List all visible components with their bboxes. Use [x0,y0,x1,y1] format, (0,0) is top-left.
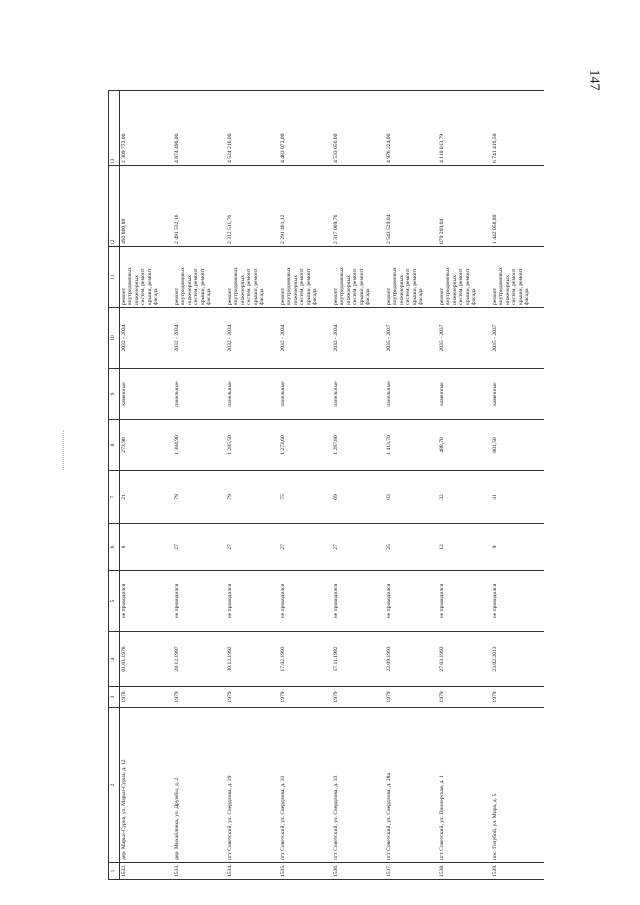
row-number: 1534. [226,863,279,880]
date-cell: 27.03.1993 [438,632,491,687]
area-cell: 488,70 [438,420,491,471]
date-cell: 22.09.1993 [385,632,438,687]
address-cell: пгт Советский, ул. Свердлова, д. 29 [226,708,279,863]
cost-cell: 1 442 058,80 [491,166,544,247]
table-row [491,91,544,880]
row-number: 1537. [385,863,438,880]
period-cell: 2032 - 2034 [226,308,279,369]
status-cell: не проводился [279,571,332,632]
works-cell: ремонт внутридомовых инженерных систем, ремонт крыши, ремонт фасада [226,247,279,308]
cost-cell: 879 269,04 [438,166,491,247]
col7-cell: 69 [332,471,385,524]
total-cell: 4 483 072,00 [279,91,332,166]
cost-cell: 492 800,88 [120,166,174,247]
col6-cell: 27 [226,524,279,571]
col7-cell: 31 [491,471,544,524]
col7-cell: 32 [438,471,491,524]
col6-cell: 9 [491,524,544,571]
period-cell: 2032 - 2034 [120,308,174,369]
scan-mark [63,430,65,470]
material-cell: каменные [120,369,174,420]
col6-cell: 27 [173,524,226,571]
address-cell: пгт Советский, ул. Пионерская, д. 1 [438,708,491,863]
area-cell: 801,50 [491,420,544,471]
address-cell: пгт Советский, ул. Свердлова, д. 28а [385,708,438,863]
col7-cell: 79 [173,471,226,524]
col-header: 12 [109,166,120,247]
material-cell: панельные [279,369,332,420]
date-cell: 30.12.1992 [226,632,279,687]
row-number: 1536. [332,863,385,880]
col-header: 4 [109,632,120,687]
date-cell: 17.02.1993 [279,632,332,687]
table-row [332,91,385,880]
status-cell: не проводился [120,571,174,632]
works-cell: ремонт внутридомовых инженерных систем, ремонт крыши, ремонт фасада [173,247,226,308]
address-cell: дер. Марьи-Сурна, ул. Марьи-Сурна, д. 12 [120,708,174,863]
col7-cell: 21 [120,471,174,524]
total-cell: 6 741 416,50 [491,91,544,166]
col-header: 13 [109,91,120,166]
cost-cell: 2 291 461,12 [279,166,332,247]
col-header: 8 [109,420,120,471]
material-cell: панельные [332,369,385,420]
works-cell: ремонт внутридомовых инженерных систем, ремонт крыши, ремонт фасада [385,247,438,308]
col6-cell: 12 [438,524,491,571]
works-cell: ремонт внутридомовых инженерных систем, ремонт крыши, ремонт фасада [120,247,174,308]
col7-cell: 63 [385,471,438,524]
period-cell: 2035 - 2037 [491,308,544,369]
col7-cell: 79 [226,471,279,524]
material-cell: панельные [173,369,226,420]
year-cell: 1979 [438,687,491,708]
cost-cell: 2 543 529,04 [385,166,438,247]
material-cell: каменные [491,369,544,420]
year-cell: 1979 [332,687,385,708]
col-header: 3 [109,687,120,708]
material-cell: панельные [385,369,438,420]
date-cell: 23.02.2013 [491,632,544,687]
table-row [226,91,279,880]
row-number: 1533. [173,863,226,880]
area-cell: 1 285,50 [226,420,279,471]
col-header: 2 [109,708,120,863]
status-cell: не проводился [173,571,226,632]
repair-program-table [108,90,544,880]
address-cell: дер. Михайловка, ул. Дружбы, д. 2 [173,708,226,863]
period-cell: 2032 - 2034 [332,308,385,369]
column-number-row [109,91,120,880]
status-cell: не проводился [226,571,279,632]
col7-cell: 75 [279,471,332,524]
year-cell: 1979 [226,687,279,708]
col6-cell: 27 [279,524,332,571]
total-cell: 4 976 224,00 [385,91,438,166]
rotated-table-container [108,90,540,880]
works-cell: ремонт внутридомовых инженерных систем, ремонт крыши, ремонт фасада [491,247,544,308]
works-cell: ремонт внутридомовых инженерных систем, ремонт крыши, ремонт фасада [332,247,385,308]
col-header: 5 [109,571,120,632]
total-cell: 4 874 496,00 [173,91,226,166]
works-cell: ремонт внутридомовых инженерных систем, ремонт крыши, ремонт фасада [279,247,332,308]
area-cell: 1 413,70 [385,420,438,471]
cost-cell: 2 491 532,16 [173,166,226,247]
cost-cell: 2 312 511,76 [226,166,279,247]
year-cell: 1979 [491,687,544,708]
status-cell: не проводился [332,571,385,632]
period-cell: 2035 - 2037 [438,308,491,369]
page-number: 147 [586,69,602,91]
period-cell: 2032 - 2034 [173,308,226,369]
status-cell: не проводился [438,571,491,632]
period-cell: 2035 - 2037 [385,308,438,369]
date-cell: 01.01.1978 [120,632,174,687]
table-row [173,91,226,880]
row-number: 1535. [279,863,332,880]
status-cell: не проводился [385,571,438,632]
table-row [120,91,174,880]
col-header: 7 [109,471,120,524]
total-cell: 4 110 013,79 [438,91,491,166]
row-number: 1539. [491,863,544,880]
year-cell: 1979 [385,687,438,708]
table-row [279,91,332,880]
col-header: 10 [109,308,120,369]
date-cell: 28.12.1997 [173,632,226,687]
col-header: 6 [109,524,120,571]
works-cell: ремонт внутридомовых инженерных систем, ремонт крыши, ремонт фасада [438,247,491,308]
col6-cell: 25 [385,524,438,571]
col-header: 11 [109,247,120,308]
area-cell: 1 384,90 [173,420,226,471]
row-number: 1538. [438,863,491,880]
area-cell: 1 273,60 [279,420,332,471]
table-row [438,91,491,880]
address-cell: пос. Голубой, ул. Мира, д. 5 [491,708,544,863]
material-cell: панельные [226,369,279,420]
status-cell: не проводился [491,571,544,632]
col-header: 9 [109,369,120,420]
area-cell: 273,90 [120,420,174,471]
year-cell: 1978 [120,687,174,708]
row-number: 1532. [120,863,174,880]
area-cell: 1 287,80 [332,420,385,471]
year-cell: 1979 [173,687,226,708]
material-cell: каменные [438,369,491,420]
table-row [385,91,438,880]
date-cell: 17.11.1992 [332,632,385,687]
col6-cell: 27 [332,524,385,571]
cost-cell: 2 317 009,76 [332,166,385,247]
address-cell: пгт Советский, ул. Свердлова, д. 33 [332,708,385,863]
col6-cell: 8 [120,524,174,571]
period-cell: 2032 - 2034 [279,308,332,369]
year-cell: 1979 [279,687,332,708]
total-cell: 4 533 056,00 [332,91,385,166]
col-header: 1 [109,863,120,880]
total-cell: 4 524 216,00 [226,91,279,166]
address-cell: пгт Советский, ул. Свердлова, д. 31 [279,708,332,863]
total-cell: 2 309 772,00 [120,91,174,166]
